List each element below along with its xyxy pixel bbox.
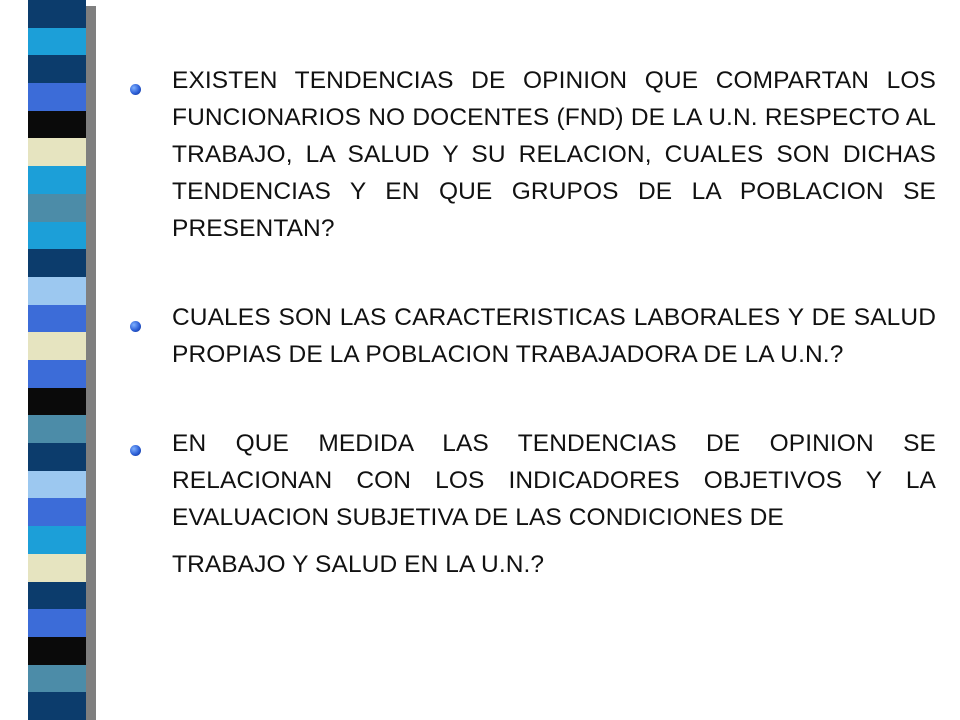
- bullet-item-3: [130, 425, 936, 583]
- bullet-text-3-last-line: TRABAJO Y SALUD EN LA U.N.?: [172, 551, 545, 578]
- stripe-segment: [28, 554, 86, 582]
- stripe-segment: [28, 111, 86, 139]
- slide-body: [130, 62, 936, 583]
- bullet-text-1: EXISTEN TENDENCIAS DE OPINION QUE COMPARTAN LOS FUNCIONARIOS NO DOCENTES (FND) DE LA U.N. RESPECTO AL TRABAJO, LA SALUD Y SU RELACION, CUALES SON DICHAS TENDENCIAS Y EN QUE GRUPOS DE LA POBLACION SE PRESENTAN?: [172, 67, 936, 242]
- bullet-text-3: [172, 425, 936, 583]
- stripe-segment: [28, 526, 86, 554]
- stripe-segment: [28, 277, 86, 305]
- stripe-segment: [28, 498, 86, 526]
- stripe-segment: [28, 360, 86, 388]
- stripe-segment: [28, 28, 86, 56]
- stripe-segment: [28, 249, 86, 277]
- bullet-dot-icon: [130, 84, 141, 95]
- bullet-item-2: [130, 299, 936, 373]
- bullet-text-3-main: EN QUE MEDIDA LAS TENDENCIAS DE OPINION SE RELACIONAN CON LOS INDICADORES OBJETIVOS Y LA EVALUACION SUBJETIVA DE LAS CONDICIONES DE: [172, 430, 936, 531]
- stripe-column: [28, 0, 86, 720]
- decorative-stripe-bar: [0, 0, 106, 720]
- stripe-segment: [28, 305, 86, 333]
- stripe-segment: [28, 471, 86, 499]
- stripe-segment: [28, 665, 86, 693]
- stripe-segment: [28, 388, 86, 416]
- stripe-segment: [28, 637, 86, 665]
- bullet-dot-icon: [130, 445, 141, 456]
- stripe-segment: [28, 582, 86, 610]
- stripe-segment: [28, 83, 86, 111]
- stripe-segment: [28, 0, 86, 28]
- stripe-segment: [28, 692, 86, 720]
- stripe-segment: [28, 443, 86, 471]
- stripe-segment: [28, 222, 86, 250]
- stripe-segment: [28, 166, 86, 194]
- stripe-segment: [28, 609, 86, 637]
- bullet-text-2: CUALES SON LAS CARACTERISTICAS LABORALES Y DE SALUD PROPIAS DE LA POBLACION TRABAJADORA DE LA U.N.?: [172, 304, 936, 368]
- bullet-dot-icon: [130, 321, 141, 332]
- bullet-item-1: [130, 62, 936, 247]
- stripe-segment: [28, 55, 86, 83]
- stripe-segment: [28, 138, 86, 166]
- stripe-segment: [28, 194, 86, 222]
- stripe-segment: [28, 332, 86, 360]
- stripe-segment: [28, 415, 86, 443]
